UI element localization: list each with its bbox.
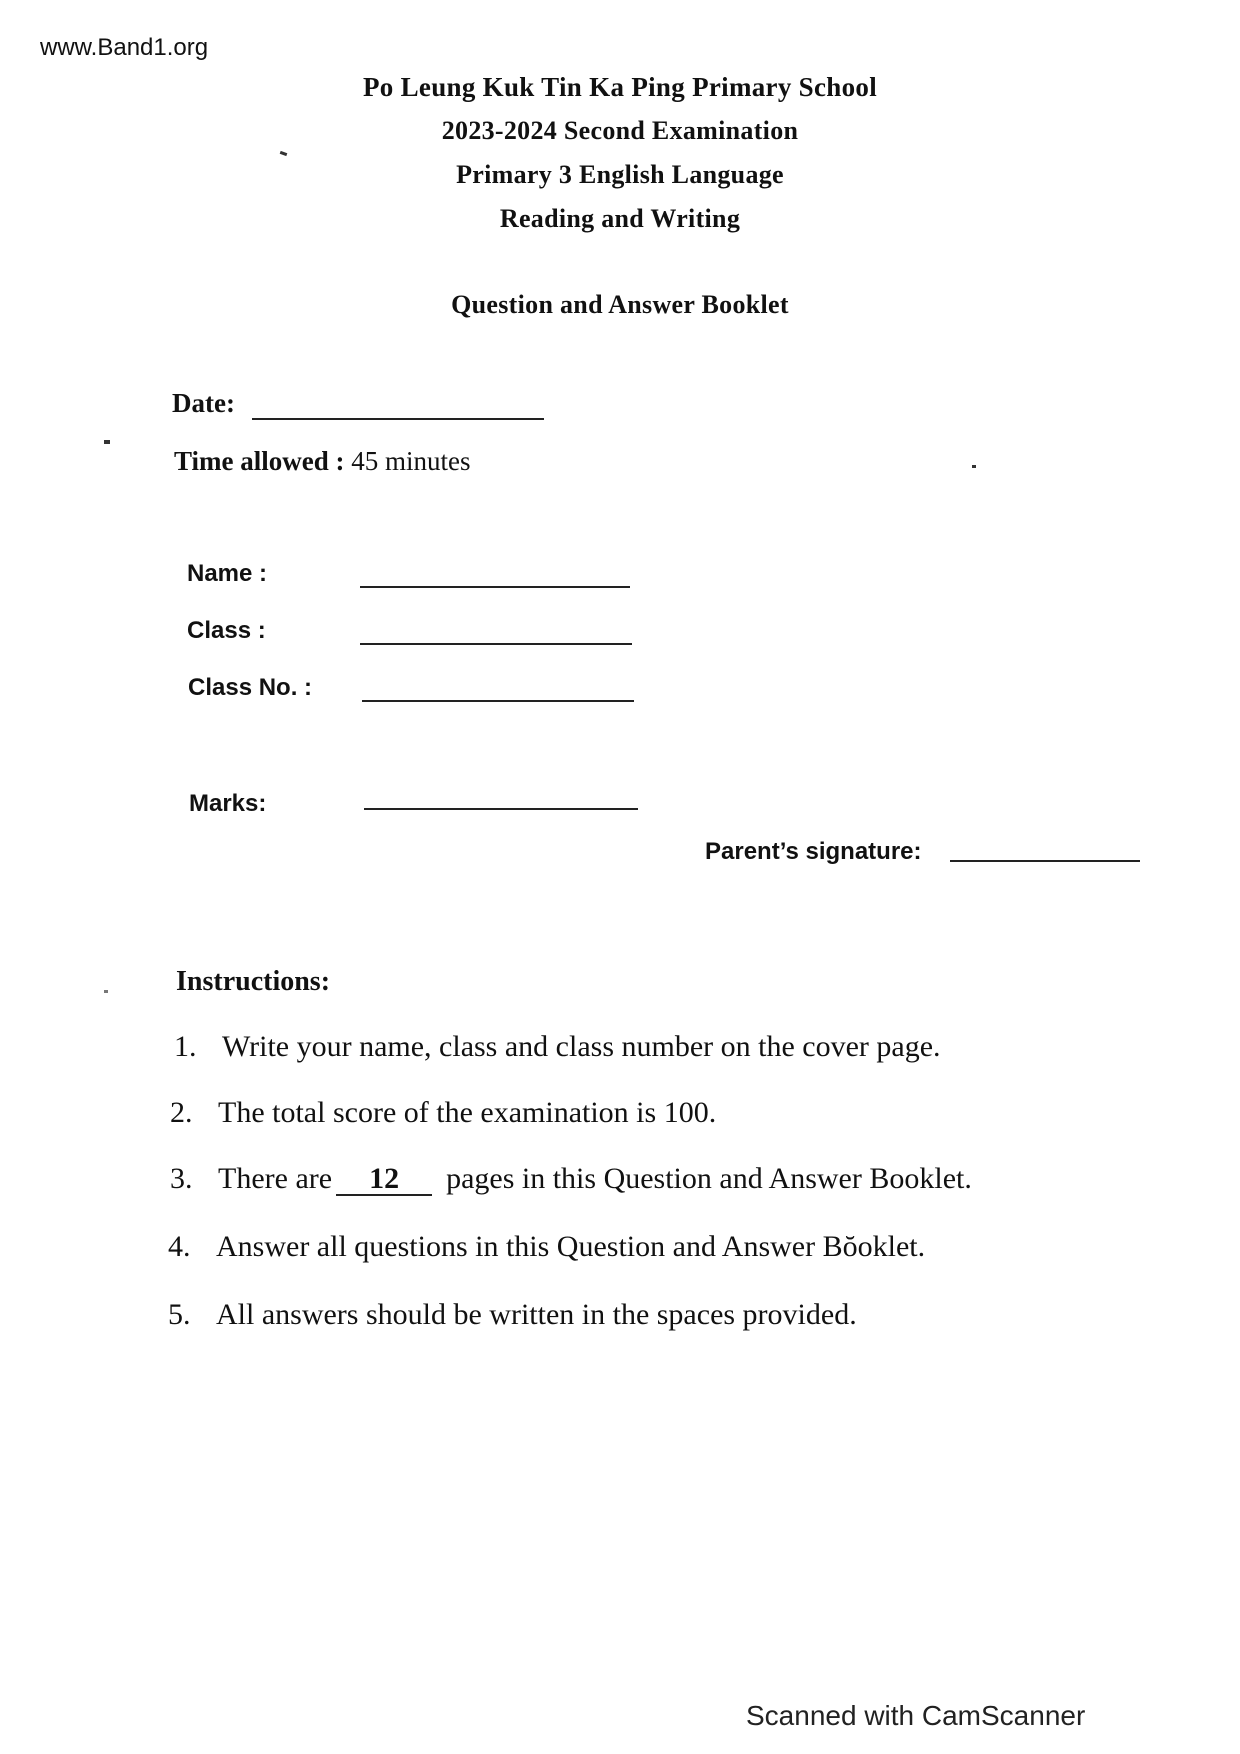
instruction-item bbox=[168, 1298, 857, 1332]
subject-title: Primary 3 English Language bbox=[456, 160, 784, 189]
exam-title: 2023-2024 Second Examination bbox=[441, 116, 799, 145]
time-allowed-value: 45 minutes bbox=[351, 446, 471, 476]
instruction-text: All answers should be written in the spaces provided. bbox=[216, 1298, 857, 1331]
instruction-text: Answer all questions in this Question and Answer Bŏoklet. bbox=[216, 1230, 926, 1263]
school-name: Po Leung Kuk Tin Ka Ping Primary School bbox=[362, 72, 878, 102]
instruction-text-post: pages in this Question and Answer Booklet. bbox=[446, 1162, 972, 1195]
parent-signature-line[interactable] bbox=[950, 860, 1140, 862]
instruction-item bbox=[174, 1030, 941, 1064]
class-no-label: Class No. : bbox=[188, 674, 313, 701]
scan-speck bbox=[104, 990, 108, 993]
time-allowed-label: Time allowed : bbox=[174, 446, 345, 476]
class-no-blank-line[interactable] bbox=[362, 700, 634, 702]
booklet-title: Question and Answer Booklet bbox=[451, 290, 789, 319]
date-blank-line[interactable] bbox=[252, 418, 544, 420]
instruction-item bbox=[170, 1096, 716, 1130]
name-blank-line[interactable] bbox=[360, 586, 630, 588]
marks-blank-line[interactable] bbox=[364, 808, 638, 810]
scan-speck bbox=[280, 151, 288, 156]
camscanner-footer: Scanned with CamScanner bbox=[746, 1700, 1086, 1731]
class-label: Class : bbox=[187, 617, 266, 644]
paper-title: Reading and Writing bbox=[499, 204, 741, 233]
instruction-number: 2. bbox=[170, 1096, 193, 1129]
date-label: Date: bbox=[172, 388, 235, 418]
instruction-item bbox=[170, 1162, 972, 1196]
page-count-value: 12 bbox=[336, 1164, 432, 1196]
instructions-title: Instructions: bbox=[176, 966, 331, 997]
time-allowed bbox=[174, 446, 471, 477]
instruction-text-pre: There are bbox=[218, 1162, 333, 1195]
instruction-item bbox=[168, 1230, 925, 1264]
instruction-number: 4. bbox=[168, 1230, 191, 1263]
parent-signature-label: Parent’s signature: bbox=[705, 838, 922, 865]
instruction-text: The total score of the examination is 100. bbox=[218, 1096, 717, 1129]
scan-speck bbox=[972, 465, 976, 468]
instruction-number: 5. bbox=[168, 1298, 191, 1331]
instruction-text: Write your name, class and class number on the cover page. bbox=[222, 1030, 941, 1063]
name-label: Name : bbox=[187, 560, 268, 587]
class-blank-line[interactable] bbox=[360, 643, 632, 645]
instruction-number: 3. bbox=[170, 1162, 193, 1195]
marks-label: Marks: bbox=[189, 790, 267, 817]
instruction-number: 1. bbox=[174, 1030, 197, 1063]
scan-speck bbox=[104, 440, 110, 444]
watermark-url: www.Band1.org bbox=[40, 34, 209, 61]
